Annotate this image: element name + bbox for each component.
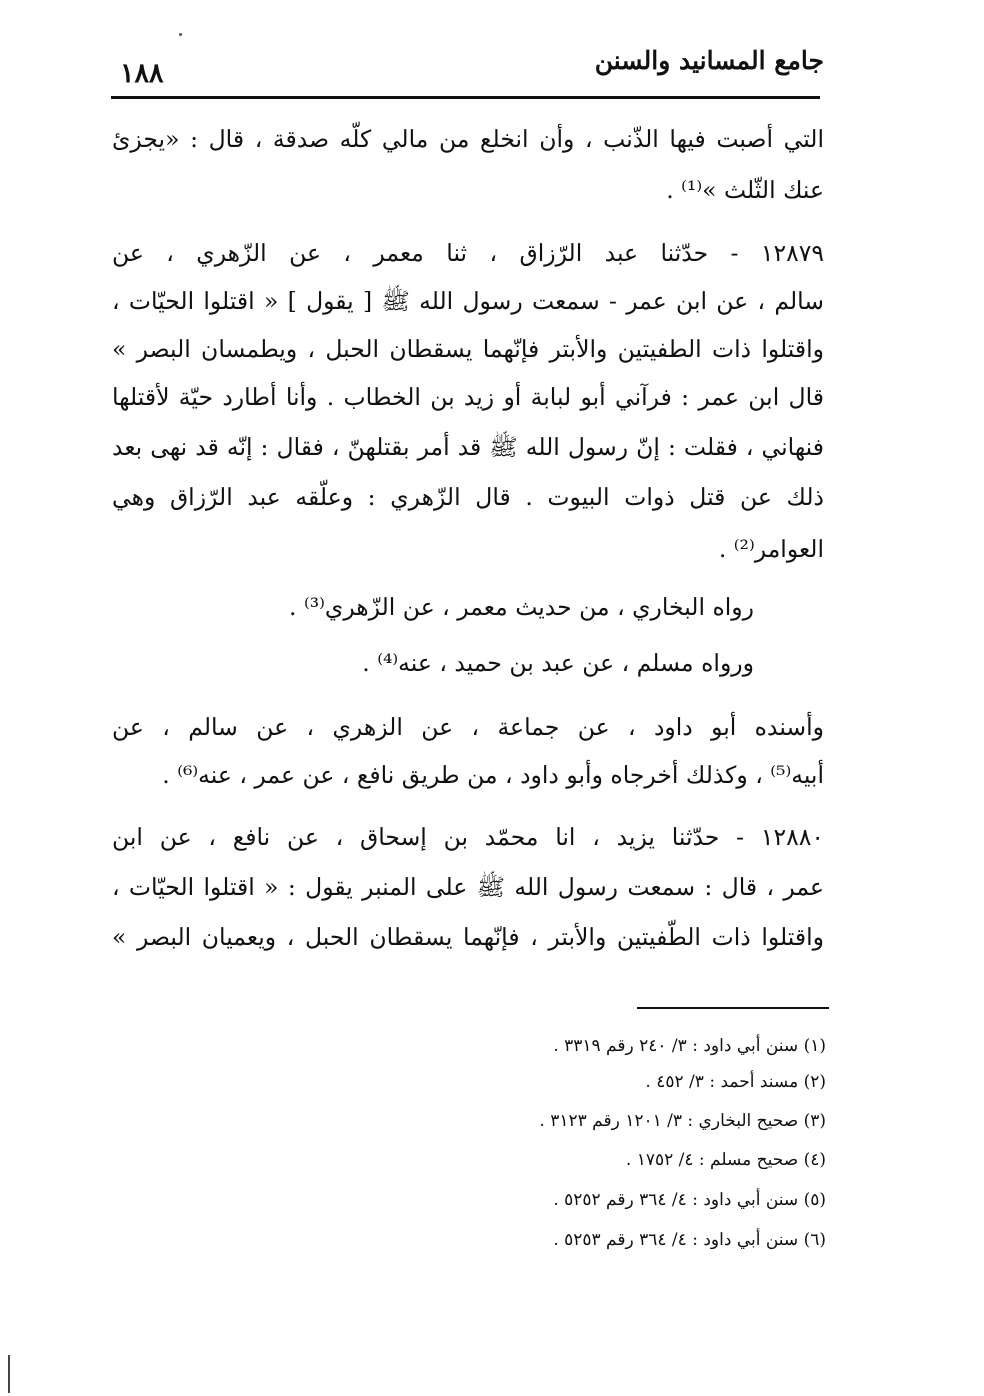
hadith-12879-line-5: فنهاني ، فقلت : إنّ رسول الله ﷺ قد أمر بقتلهنّ ، فقال : إنّه قد نهى بعد [112,433,824,461]
attribution-bukhari: رواه البخاري ، من حديث معمر ، عن الزّهري⁽³⁾ . [289,593,754,621]
scan-edge-mark [8,1355,10,1393]
attribution-abu-dawud-line-1: وأسنده أبو داود ، عن جماعة ، عن الزهري ، عن سالم ، عن [112,713,824,741]
running-header-title: جامع المسانيد والسنن [594,46,824,75]
footnote-4: (٤) صحيح مسلم : ٤/ ١٧٥٢ . [625,1150,826,1170]
hadith-12879-line-2: سالم ، عن ابن عمر - سمعت رسول الله ﷺ [ يقول ] « اقتلوا الحيّات ، [112,287,824,315]
text-line-2: عنك الثّلث »⁽¹⁾ . [666,176,824,204]
page-number: ١٨٨ [120,58,164,89]
hadith-12879-line-7: العوامر⁽²⁾ . [718,535,824,563]
hadith-12880-line-2: عمر ، قال : سمعت رسول الله ﷺ على المنبر يقول : « اقتلوا الحيّات ، [112,873,824,901]
header-rule [111,96,820,99]
hadith-12879-line-6: ذلك عن قتل ذوات البيوت . قال الزّهري : وعلّقه عبد الرّزاق وهي [112,483,824,511]
hadith-12879-line-3: واقتلوا ذات الطفيتين والأبتر فإنّهما يسقطان الحبل ، ويطمسان البصر » [112,335,824,363]
footnote-2: (٢) مسند أحمد : ٣/ ٤٥٢ . [645,1072,826,1092]
footnote-5: (٥) سنن أبي داود : ٤/ ٣٦٤ رقم ٥٢٥٢ . [553,1190,826,1210]
hadith-12880-line-3: واقتلوا ذات الطّفيتين والأبتر ، فإنّهما يسقطان الحبل ، ويعميان البصر » [112,923,824,951]
attribution-abu-dawud-line-2: أبيه⁽⁵⁾ ، وكذلك أخرجاه وأبو داود ، من طريق نافع ، عن عمر ، عنه⁽⁶⁾ . [162,761,824,789]
footnote-1: (١) سنن أبي داود : ٣/ ٢٤٠ رقم ٣٣١٩ . [553,1036,826,1056]
scan-speck [179,33,182,36]
footnote-rule [637,1007,829,1009]
hadith-12879-line-4: قال ابن عمر : فرآني أبو لبابة أو زيد بن الخطاب . وأنا أطارد حيّة لأقتلها [112,383,824,411]
hadith-12880-line-1: ١٢٨٨٠ - حدّثنا يزيد ، انا محمّد بن إسحاق ، عن نافع ، عن ابن [112,823,824,851]
attribution-muslim: ورواه مسلم ، عن عبد بن حميد ، عنه⁽⁴⁾ . [362,649,754,677]
footnote-6: (٦) سنن أبي داود : ٤/ ٣٦٤ رقم ٥٢٥٣ . [553,1230,826,1250]
hadith-12879-line-1: ١٢٨٧٩ - حدّثنا عبد الرّزاق ، ثنا معمر ، عن الزّهري ، عن [112,239,824,267]
text-line-1: التي أصبت فيها الذّنب ، وأن انخلع من مالي كلّه صدقة ، قال : «يجزئ [112,125,824,153]
footnote-3: (٣) صحيح البخاري : ٣/ ١٢٠١ رقم ٣١٢٣ . [539,1111,826,1131]
